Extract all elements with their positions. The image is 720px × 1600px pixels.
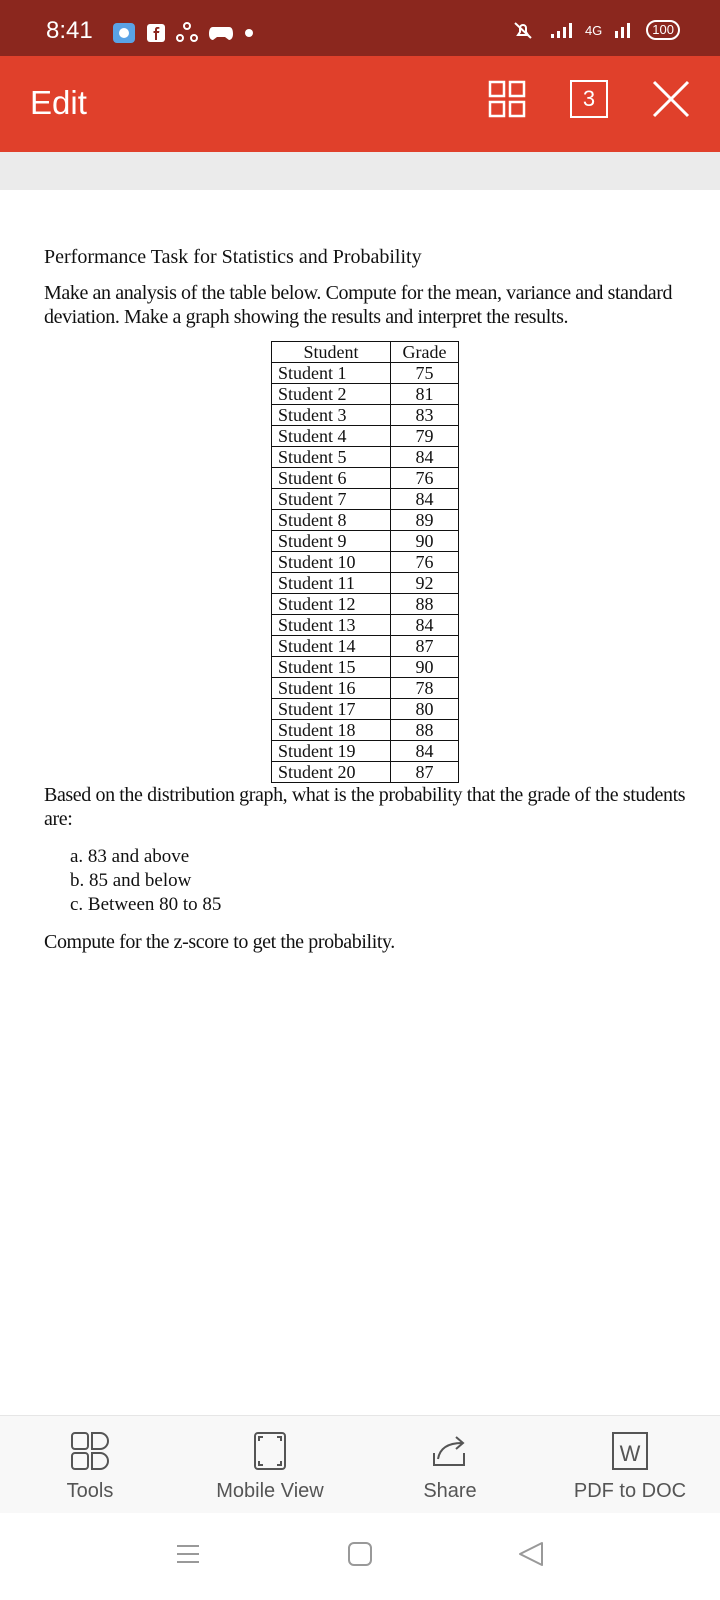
table-row: [272, 468, 459, 489]
grade-cell: 80: [391, 699, 459, 720]
app-bar: [0, 56, 720, 152]
tools-icon: [70, 1431, 110, 1471]
grade-cell: 87: [391, 636, 459, 657]
student-name-cell: Student 9: [272, 531, 391, 552]
home-icon[interactable]: [347, 1541, 373, 1567]
table-row: [272, 594, 459, 615]
notification-icons: [112, 22, 254, 44]
question-options: [70, 845, 694, 917]
column-header-grade: Grade: [391, 342, 459, 363]
grade-cell: 90: [391, 657, 459, 678]
student-name-cell: Student 1: [272, 363, 391, 384]
grade-cell: 92: [391, 573, 459, 594]
system-icons: [509, 20, 680, 40]
network-type: 4G: [584, 22, 603, 38]
grade-cell: 84: [391, 447, 459, 468]
signal-icon-2: [614, 21, 634, 39]
z-score-instruction: Compute for the z-score to get the probability.: [44, 931, 395, 953]
table-row: [272, 489, 459, 510]
student-name-cell: Student 14: [272, 636, 391, 657]
facebook-icon: [146, 23, 166, 43]
page-separator: [0, 152, 720, 190]
student-name-cell: Student 13: [272, 615, 391, 636]
document-title: Performance Task for Statistics and Probability: [44, 246, 422, 268]
grid-view-icon[interactable]: [488, 80, 526, 118]
table-row: [272, 699, 459, 720]
grade-cell: 88: [391, 594, 459, 615]
document-page: [44, 246, 694, 954]
option-a: a. 83 and above: [70, 846, 190, 867]
back-icon[interactable]: [518, 1541, 544, 1567]
more-dot-icon: [244, 28, 254, 38]
grade-cell: 84: [391, 489, 459, 510]
student-name-cell: Student 4: [272, 426, 391, 447]
student-name-cell: Student 3: [272, 405, 391, 426]
app-actions: [488, 80, 690, 118]
table-row: [272, 405, 459, 426]
student-name-cell: Student 11: [272, 573, 391, 594]
tools-button[interactable]: [5, 1430, 175, 1503]
grade-cell: 83: [391, 405, 459, 426]
bottom-toolbar: [0, 1415, 720, 1514]
student-name-cell: Student 17: [272, 699, 391, 720]
student-name-cell: Student 10: [272, 552, 391, 573]
share-button[interactable]: [365, 1430, 535, 1503]
mobile-view-icon: [253, 1431, 287, 1471]
table-row: [272, 573, 459, 594]
grade-cell: 90: [391, 531, 459, 552]
pdf-to-doc-button[interactable]: [545, 1430, 715, 1503]
pdf-to-doc-label: PDF to DOC: [573, 1480, 687, 1502]
app-notification-icon: [112, 22, 136, 44]
student-name-cell: Student 6: [272, 468, 391, 489]
grade-cell: 79: [391, 426, 459, 447]
share-label: Share: [423, 1480, 477, 1502]
grade-cell: 76: [391, 552, 459, 573]
student-name-cell: Student 12: [272, 594, 391, 615]
student-name-cell: Student 5: [272, 447, 391, 468]
tools-label: Tools: [66, 1480, 114, 1502]
share-icon: [430, 1431, 470, 1471]
grade-cell: 75: [391, 363, 459, 384]
table-row: [272, 657, 459, 678]
edit-button[interactable]: Edit: [30, 84, 87, 121]
close-icon[interactable]: [652, 80, 690, 118]
grade-cell: 78: [391, 678, 459, 699]
table-header-row: [272, 342, 459, 363]
table-row: [272, 447, 459, 468]
table-row: [272, 741, 459, 762]
grades-table: [271, 341, 459, 783]
probability-question: Based on the distribution graph, what is the probability that the grade of the students are:: [44, 784, 686, 830]
table-row: [272, 510, 459, 531]
table-row: [272, 762, 459, 783]
silent-bell-icon: [509, 20, 537, 40]
share-it-icon: [176, 22, 198, 44]
table-row: [272, 531, 459, 552]
grade-cell: 81: [391, 384, 459, 405]
option-c: c. Between 80 to 85: [70, 894, 222, 915]
table-row: [272, 426, 459, 447]
status-bar: [0, 0, 720, 56]
column-header-student: Student: [272, 342, 391, 363]
table-row: [272, 384, 459, 405]
mobile-view-button[interactable]: [185, 1430, 355, 1503]
game-controller-icon: [208, 23, 234, 43]
option-b: b. 85 and below: [70, 870, 192, 891]
table-row: [272, 552, 459, 573]
student-name-cell: Student 18: [272, 720, 391, 741]
grade-cell: 76: [391, 468, 459, 489]
table-row: [272, 678, 459, 699]
table-row: [272, 636, 459, 657]
status-time: 8:41: [46, 17, 93, 44]
student-name-cell: Student 16: [272, 678, 391, 699]
battery-indicator: 100: [646, 20, 680, 40]
student-name-cell: Student 15: [272, 657, 391, 678]
tab-count-button[interactable]: 3: [570, 80, 608, 118]
grade-cell: 89: [391, 510, 459, 531]
table-row: [272, 363, 459, 384]
document-intro: Make an analysis of the table below. Compute for the mean, variance and standard deviation. Make a graph showing the results and interpret the results.: [44, 282, 673, 328]
signal-icon-1: [549, 21, 573, 39]
student-name-cell: Student 8: [272, 510, 391, 531]
grade-cell: 84: [391, 741, 459, 762]
svg-text:W: W: [619, 1441, 641, 1466]
table-row: [272, 720, 459, 741]
student-name-cell: Student 19: [272, 741, 391, 762]
grade-cell: 84: [391, 615, 459, 636]
student-name-cell: Student 20: [272, 762, 391, 783]
recent-apps-icon[interactable]: [175, 1541, 201, 1567]
student-name-cell: Student 2: [272, 384, 391, 405]
mobile-view-label: Mobile View: [216, 1480, 324, 1502]
word-doc-icon: [611, 1431, 649, 1471]
system-navigation-bar: [0, 1513, 720, 1600]
grade-cell: 87: [391, 762, 459, 783]
table-row: [272, 615, 459, 636]
grade-cell: 88: [391, 720, 459, 741]
student-name-cell: Student 7: [272, 489, 391, 510]
grades-table-body: [272, 363, 459, 783]
